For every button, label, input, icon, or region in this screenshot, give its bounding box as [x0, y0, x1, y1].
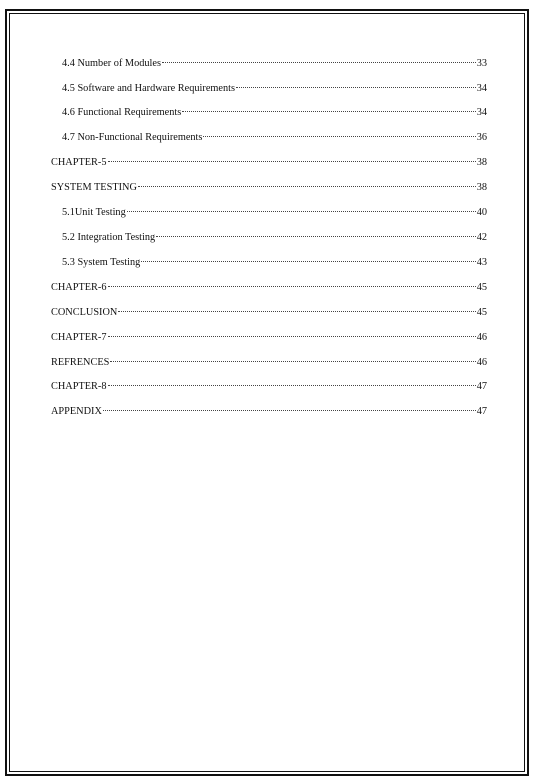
- toc-dot-leader: [141, 261, 475, 262]
- toc-entry-label: 4.5 Software and Hardware Requirements: [62, 83, 235, 94]
- toc-entry-page: 46: [476, 332, 487, 343]
- toc-entry-label: CHAPTER-7: [51, 332, 107, 343]
- toc-entry-label: REFRENCES: [51, 357, 110, 368]
- toc-entry-page: 34: [476, 83, 487, 94]
- toc-entry[interactable]: [62, 256, 487, 269]
- toc-entry-page: 47: [476, 406, 487, 417]
- toc-entry-label: 4.6 Functional Requirements: [62, 107, 182, 118]
- toc-entry[interactable]: [51, 405, 487, 418]
- toc-entry-page: 40: [476, 207, 487, 218]
- toc-entry[interactable]: [62, 57, 487, 70]
- toc-entry-label: CHAPTER-8: [51, 381, 107, 392]
- toc-dot-leader: [108, 385, 476, 386]
- toc-entry-page: 33: [476, 58, 487, 69]
- toc-entry[interactable]: [51, 281, 487, 294]
- toc-entry-label: 4.4 Number of Modules: [62, 58, 161, 69]
- toc-dot-leader: [103, 410, 476, 411]
- toc-dot-leader: [236, 87, 476, 88]
- toc-entry[interactable]: [51, 356, 487, 369]
- toc-entry[interactable]: [62, 206, 487, 219]
- toc-entry-page: 45: [476, 282, 487, 293]
- toc-entry[interactable]: [51, 331, 487, 344]
- toc-dot-leader: [182, 111, 475, 112]
- toc-dot-leader: [156, 236, 476, 237]
- toc-entry[interactable]: [51, 306, 487, 319]
- toc-entry-label: CONCLUSION: [51, 307, 118, 318]
- toc-dot-leader: [138, 186, 476, 187]
- toc-entry-page: 45: [476, 307, 487, 318]
- toc-entry-label: 4.7 Non-Functional Requirements: [62, 132, 203, 143]
- toc-dot-leader: [110, 361, 475, 362]
- toc-entry[interactable]: [51, 380, 487, 393]
- toc-entry-page: 38: [476, 157, 487, 168]
- toc-dot-leader: [127, 211, 476, 212]
- toc-dot-leader: [118, 311, 475, 312]
- toc-entry-page: 47: [476, 381, 487, 392]
- toc-entry[interactable]: [51, 156, 487, 169]
- toc-entry-label: 5.1Unit Testing: [62, 207, 126, 218]
- toc-entry[interactable]: [62, 106, 487, 119]
- toc-entry-label: APPENDIX: [51, 406, 102, 417]
- toc-entry-label: 5.2 Integration Testing: [62, 232, 156, 243]
- toc-entry-page: 36: [476, 132, 487, 143]
- toc-entry-page: 46: [476, 357, 487, 368]
- toc-entry[interactable]: [62, 131, 487, 144]
- toc-entry-page: 34: [476, 107, 487, 118]
- toc-entry-page: 38: [476, 182, 487, 193]
- toc-entry-label: SYSTEM TESTING: [51, 182, 137, 193]
- toc-entry-label: CHAPTER-5: [51, 157, 107, 168]
- toc-entry-page: 42: [476, 232, 487, 243]
- toc-entry-label: CHAPTER-6: [51, 282, 107, 293]
- toc-entry[interactable]: [62, 231, 487, 244]
- toc-entry-page: 43: [476, 257, 487, 268]
- toc-dot-leader: [162, 62, 476, 63]
- toc-dot-leader: [108, 286, 476, 287]
- toc-entry[interactable]: [51, 181, 487, 194]
- toc-dot-leader: [108, 161, 476, 162]
- toc-dot-leader: [203, 136, 475, 137]
- toc-dot-leader: [108, 336, 476, 337]
- toc-entry-label: 5.3 System Testing: [62, 257, 141, 268]
- toc-entry[interactable]: [62, 82, 487, 95]
